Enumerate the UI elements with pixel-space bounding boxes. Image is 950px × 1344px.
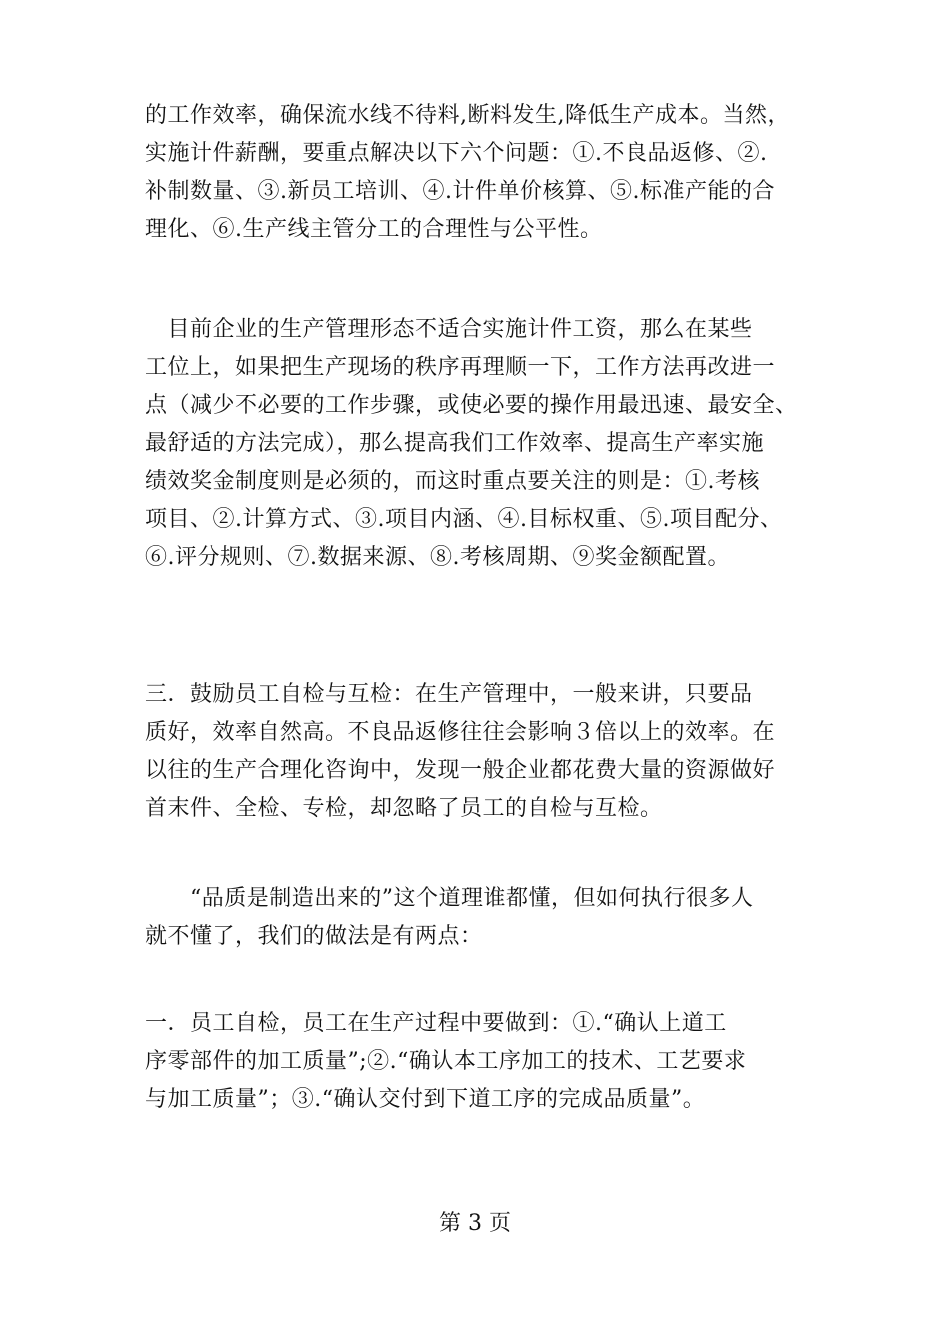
paragraph-employee-self-check (145, 1005, 815, 1119)
text-line: 的工作效率，确保流水线不待料,断料发生,降低生产成本。当然， (145, 103, 790, 128)
text-line: 最舒适的方法完成），那么提高我们工作效率、提高生产率实施 (145, 431, 765, 456)
text-line: 补制数量、③.新员工培训、④.计件单价核算、⑤.标准产能的合 (145, 179, 775, 204)
text-line: 以往的生产合理化咨询中，发现一般企业都花费大量的资源做好 (145, 758, 776, 783)
text-line: 一．员工自检，员工在生产过程中要做到：①.“确认上道工 (145, 1011, 727, 1036)
text-line: 序零部件的加工质量”;②.“确认本工序加工的技术、工艺要求 (145, 1049, 747, 1074)
text-line: 点（减少不必要的工作步骤，或使必要的操作用最迅速、最安全、 (145, 393, 798, 418)
text-line: 就不懂了，我们的做法是有两点： (145, 924, 483, 949)
text-line: 工位上，如果把生产现场的秩序再理顺一下，工作方法再改进一 (145, 355, 776, 380)
paragraph-piece-wage-issues (145, 97, 815, 249)
page-number: 第 3 页 (439, 1211, 511, 1236)
text-line: 首末件、全检、专检，却忽略了员工的自检与互检。 (145, 796, 663, 821)
paragraph-performance-bonus (145, 311, 815, 577)
text-line: 与加工质量”；③.“确认交付到下道工序的完成品质量”。 (145, 1087, 706, 1112)
text-line: 实施计件薪酬，要重点解决以下六个问题：①.不良品返修、②. (145, 141, 768, 166)
text-line: 理化、⑥.生产线主管分工的合理性与公平性。 (145, 217, 603, 242)
text-line: 绩效奖金制度则是必须的，而这时重点要关注的则是：①.考核 (145, 469, 760, 494)
text-line: “品质是制造出来的”这个道理谁都懂，但如何执行很多人 (145, 886, 754, 911)
text-line: 目前企业的生产管理形态不适合实施计件工资，那么在某些 (145, 317, 753, 342)
text-line: 质好，效率自然高。不良品返修往往会影响３倍以上的效率。在 (145, 720, 776, 745)
text-line: 三．鼓励员工自检与互检：在生产管理中，一般来讲，只要品 (145, 682, 753, 707)
paragraph-quality-made (145, 880, 815, 956)
paragraph-self-inspection (145, 676, 815, 828)
text-line: ⑥.评分规则、⑦.数据来源、⑧.考核周期、⑨奖金额配置。 (145, 545, 730, 570)
text-line: 项目、②.计算方式、③.项目内涵、④.目标权重、⑤.项目配分、 (145, 507, 783, 532)
